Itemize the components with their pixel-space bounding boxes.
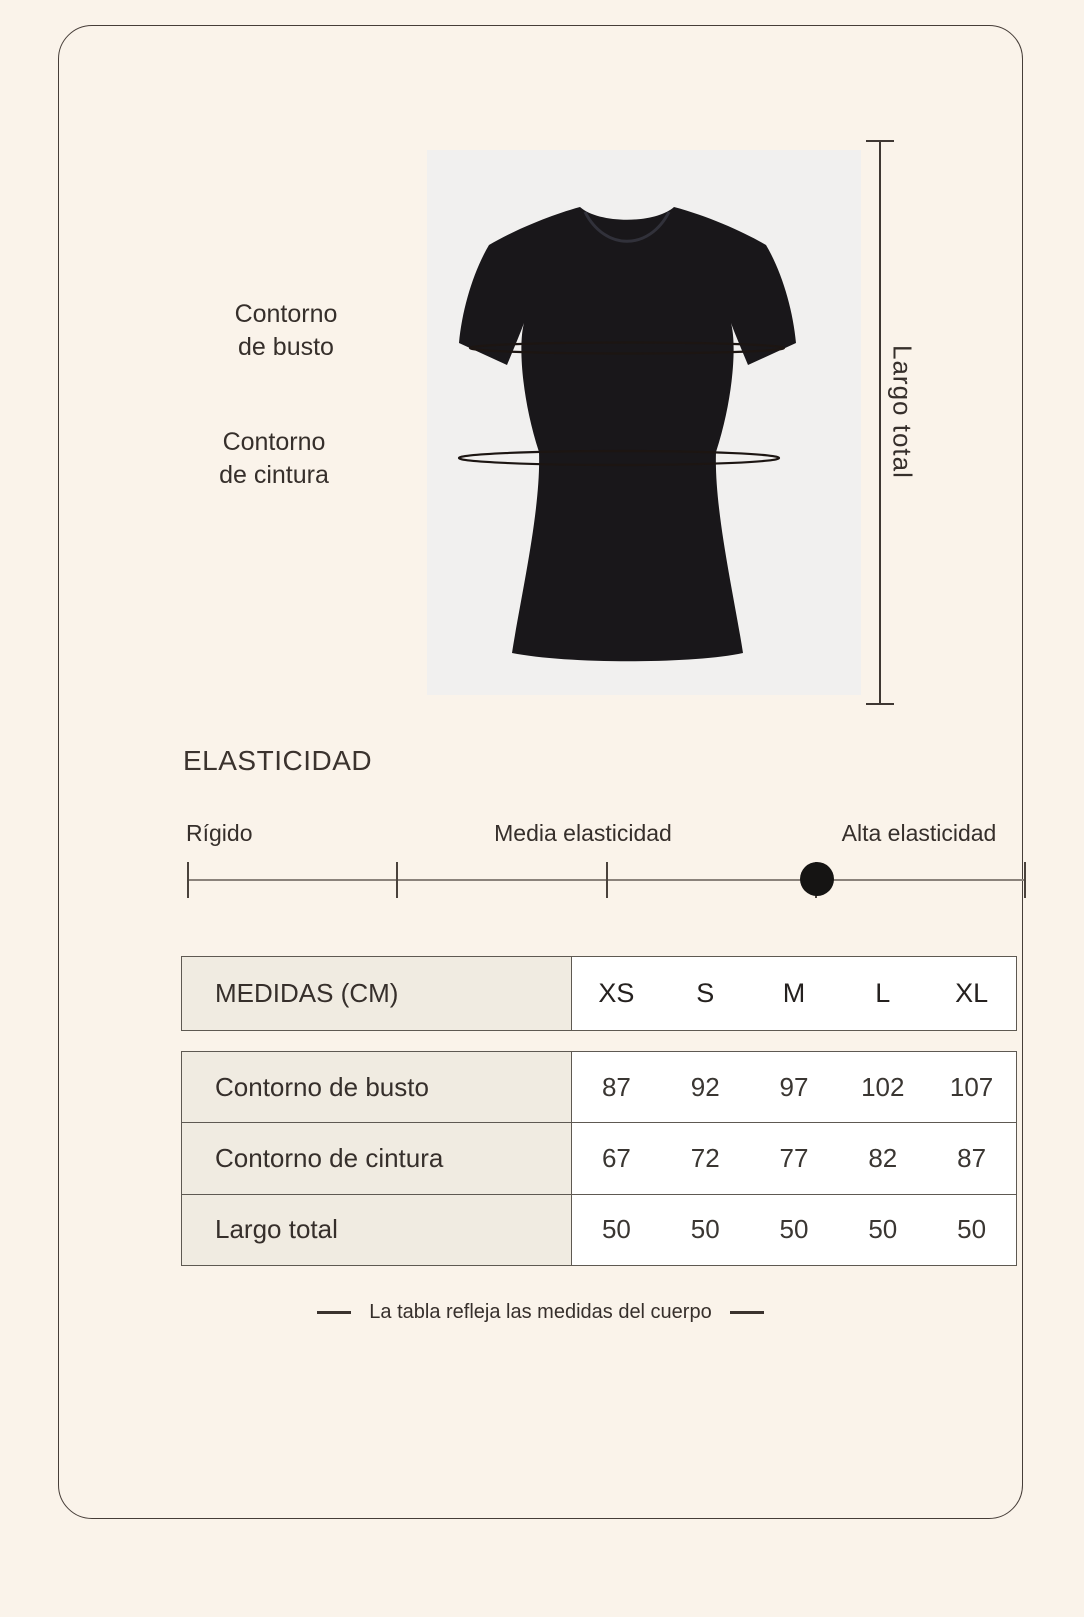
length-dimension-bottom-tick bbox=[866, 703, 894, 705]
cell-value: 87 bbox=[927, 1123, 1016, 1193]
bust-measure-ring bbox=[470, 343, 784, 354]
size-header-m: M bbox=[750, 957, 839, 1030]
cell-value: 50 bbox=[750, 1195, 839, 1265]
cell-value: 102 bbox=[838, 1052, 927, 1122]
size-header-s: S bbox=[661, 957, 750, 1030]
length-label: Largo total bbox=[887, 345, 918, 479]
measurements-table-body bbox=[181, 1051, 1017, 1266]
cell-value: 77 bbox=[750, 1123, 839, 1193]
elasticity-label-rigid: Rígido bbox=[186, 820, 253, 846]
row-label: Largo total bbox=[182, 1195, 572, 1265]
footnote-left-dash bbox=[317, 1311, 351, 1314]
waist-label bbox=[174, 426, 374, 492]
table-row-waist bbox=[182, 1122, 1016, 1193]
footnote-right-dash bbox=[730, 1311, 764, 1314]
footnote bbox=[58, 1298, 1023, 1326]
table-title-cell: MEDIDAS (CM) bbox=[182, 957, 572, 1030]
cell-value: 97 bbox=[750, 1052, 839, 1122]
cell-value: 50 bbox=[927, 1195, 1016, 1265]
footnote-text: La tabla refleja las medidas del cuerpo bbox=[369, 1300, 712, 1323]
cell-value: 82 bbox=[838, 1123, 927, 1193]
elasticity-tick-5 bbox=[1024, 862, 1026, 898]
cell-value: 87 bbox=[572, 1052, 661, 1122]
bust-label bbox=[186, 298, 386, 364]
elasticity-tick-1 bbox=[187, 862, 189, 898]
bust-label-line1: Contorno bbox=[234, 300, 338, 328]
measurement-rings bbox=[427, 150, 861, 695]
elasticity-label-media: Media elasticidad bbox=[494, 820, 672, 846]
cell-value: 50 bbox=[838, 1195, 927, 1265]
cell-value: 50 bbox=[572, 1195, 661, 1265]
cell-value: 92 bbox=[661, 1052, 750, 1122]
elasticity-tick-2 bbox=[396, 862, 398, 898]
size-header-xs: XS bbox=[572, 957, 661, 1030]
table-row-length bbox=[182, 1194, 1016, 1265]
table-header-row bbox=[182, 957, 1016, 1030]
length-dimension-line bbox=[879, 141, 881, 704]
length-dimension-top-tick bbox=[866, 140, 894, 142]
cell-value: 50 bbox=[661, 1195, 750, 1265]
cell-value: 67 bbox=[572, 1123, 661, 1193]
elasticity-title: ELASTICIDAD bbox=[183, 745, 373, 776]
elasticity-tick-3 bbox=[606, 862, 608, 898]
row-label: Contorno de busto bbox=[182, 1052, 572, 1122]
cell-value: 72 bbox=[661, 1123, 750, 1193]
elasticity-label-alta: Alta elasticidad bbox=[841, 820, 997, 846]
elasticity-indicator-dot bbox=[800, 862, 834, 896]
waist-measure-ring bbox=[459, 451, 779, 465]
size-header-l: L bbox=[838, 957, 927, 1030]
cell-value: 107 bbox=[927, 1052, 1016, 1122]
waist-label-line2: de cintura bbox=[219, 461, 329, 489]
size-header-xl: XL bbox=[927, 957, 1016, 1030]
measurements-table-header bbox=[181, 956, 1017, 1031]
bust-label-line2: de busto bbox=[238, 333, 334, 361]
waist-label-line1: Contorno bbox=[222, 428, 326, 456]
table-row-bust bbox=[182, 1052, 1016, 1122]
row-label: Contorno de cintura bbox=[182, 1123, 572, 1193]
size-guide-frame bbox=[58, 25, 1023, 1519]
